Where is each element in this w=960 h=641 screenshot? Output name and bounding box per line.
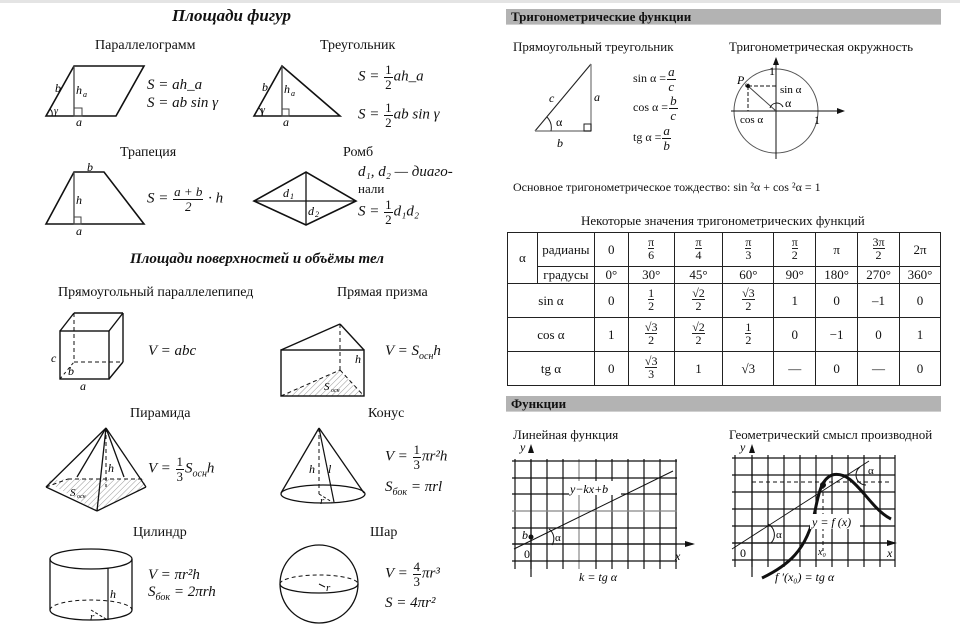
cell-fraction: $\frac{1}{2}$: [648, 286, 655, 313]
formula-sub: осн: [419, 351, 434, 362]
identity-line: [513, 180, 821, 195]
formula-lhs: V =: [148, 460, 171, 477]
value-cell: [674, 284, 723, 318]
value-cell: [594, 284, 628, 318]
radians-cell: [594, 233, 628, 267]
derivative-equation: y = f (x): [812, 515, 852, 529]
function-name: sin α: [508, 284, 595, 318]
value-cell: [674, 352, 723, 386]
y-axis-arrow: [528, 444, 534, 453]
cell-value: √3: [741, 360, 756, 376]
label-alpha-2: α: [868, 465, 874, 477]
table-row: [508, 352, 941, 386]
table-caption: Некоторые значения тригонометрических функций: [581, 213, 865, 228]
cell-value: 0: [916, 292, 924, 308]
functions-section-header: Функции: [506, 396, 941, 412]
formula-s: S: [385, 479, 393, 495]
formula-lhs: V = S: [385, 343, 420, 359]
formula-sub: осн: [192, 468, 207, 480]
label-a: a: [76, 115, 82, 128]
pyramid-figure: [44, 425, 149, 512]
label-b: b: [522, 528, 528, 542]
formula-sub: бок: [392, 487, 408, 498]
cell-fraction: $\frac{√3}{3}$: [644, 354, 658, 381]
value-cell: [674, 318, 723, 352]
value-cell: [858, 352, 900, 386]
rhombus-formula: [358, 198, 419, 226]
trapezoid-formula: [147, 185, 223, 213]
sphere-formula-1: [385, 560, 440, 588]
label-a: a: [594, 90, 600, 104]
formula-lhs: sin α =: [633, 70, 667, 85]
cell-fraction: $\frac{√3}{2}$: [644, 320, 658, 347]
linear-function-chart: [507, 441, 707, 591]
sin-definition: [633, 65, 677, 93]
formula-lhs: S =: [358, 68, 380, 85]
label-a: a: [76, 224, 82, 238]
label-zero: 0: [740, 546, 746, 560]
radians-cell: [858, 233, 900, 267]
value-cell: [594, 318, 628, 352]
degrees-cell: 180°: [816, 267, 858, 284]
derivative-title: Геометрический смысл производной: [729, 427, 933, 442]
value-cell: [628, 352, 674, 386]
label-h: h: [309, 462, 315, 476]
formula-lhs: S =: [358, 203, 380, 220]
cell-value: 1: [791, 292, 798, 308]
label-h: h: [110, 587, 116, 601]
label-p-sub: α: [745, 81, 749, 89]
cell-value: 1: [916, 326, 924, 342]
label-p: P: [737, 73, 745, 87]
label-alpha: α: [555, 532, 561, 544]
trapezoid-title: Трапеция: [120, 145, 177, 160]
identity-formula: sin ²α + cos ²α = 1: [733, 180, 821, 194]
rhombus-figure: [250, 168, 360, 228]
cell-fraction: $\frac{\pi}{2}$: [791, 235, 798, 262]
cell-value: 0: [608, 241, 615, 257]
box-formula: V = abc: [148, 343, 197, 359]
label-l: l: [328, 462, 332, 476]
label-b: b: [55, 81, 61, 95]
prism-title: Прямая призма: [337, 285, 428, 300]
radians-row: [508, 233, 941, 267]
solids-title: Площади поверхностей и объёмы тел: [130, 251, 384, 267]
cylinder-title: Цилиндр: [133, 525, 187, 540]
label-one-y: 1: [769, 64, 775, 78]
label-s: S: [70, 487, 76, 499]
intercept-point: [529, 535, 534, 540]
label-b: b: [68, 364, 74, 378]
radians-cell: [900, 233, 941, 267]
cell-fraction: $\frac{√2}{2}$: [692, 320, 705, 347]
formula-rhs: πr³: [422, 565, 440, 582]
tg-definition: [633, 124, 672, 152]
fraction: $\frac{1}{2}$: [385, 197, 392, 227]
fraction: $\frac{a}{c}$: [668, 64, 675, 94]
value-cell: [900, 318, 941, 352]
value-cell: [723, 284, 774, 318]
label-h-sub: a: [83, 90, 87, 99]
cylinder-formula-2: [148, 583, 216, 605]
prism-figure: [278, 302, 368, 400]
cell-fraction: $\frac{\pi}{6}$: [648, 235, 655, 262]
right-triangle-figure: [532, 60, 602, 150]
box-title: Прямоугольный параллелепипед: [58, 285, 254, 300]
cell-fraction: $\frac{\pi}{3}$: [745, 235, 752, 262]
fraction: $\frac{1}{3}$: [413, 442, 421, 472]
fraction: $\frac{4}{3}$: [413, 559, 421, 589]
fraction: $\frac{1}{3}$: [176, 454, 184, 484]
cylinder-figure: [48, 544, 134, 626]
label-h-sub: a: [291, 89, 295, 98]
value-cell: [816, 352, 858, 386]
formula-rhs: ab sin γ: [393, 106, 440, 123]
cell-value: 0: [791, 326, 798, 342]
label-r: r: [326, 582, 331, 594]
table-row: [508, 318, 941, 352]
label-a: a: [80, 379, 86, 390]
cone-formula-2: [385, 478, 442, 500]
label-s-sub: осн: [331, 388, 340, 394]
value-cell: [900, 352, 941, 386]
value-cell: [816, 284, 858, 318]
cell-fraction: $\frac{1}{2}$: [745, 320, 752, 347]
formula-lhs: S =: [358, 106, 380, 123]
formula-s: S: [148, 584, 156, 600]
label-d2: d: [308, 204, 314, 218]
formula-sub: бок: [155, 592, 171, 603]
table-row: [508, 284, 941, 318]
value-cell: [900, 284, 941, 318]
formula-rhs: = πrl: [410, 479, 443, 495]
label-alpha: α: [556, 115, 563, 129]
y-axis-arrow: [749, 444, 755, 453]
pyramid-formula: [148, 455, 214, 483]
fraction: $\frac{a + b}{2}$: [174, 184, 203, 214]
label-x: x: [675, 549, 681, 563]
fraction: $\frac{a}{b}$: [663, 123, 670, 153]
trig-values-table: [507, 232, 941, 386]
sphere-title: Шар: [370, 525, 398, 540]
right-triangle-title: Прямоугольный треугольник: [513, 39, 674, 54]
cell-value: 0: [608, 360, 615, 376]
label-zero: 0: [524, 547, 530, 561]
top-border: [0, 0, 960, 3]
label-s: S: [324, 381, 330, 393]
cos-definition: [633, 94, 679, 122]
label-h: h: [76, 193, 82, 207]
rhombus-title: Ромб: [343, 145, 374, 160]
formula-rhs: ah_a: [393, 68, 424, 85]
value-cell: [594, 352, 628, 386]
sphere-figure: [278, 544, 362, 626]
linear-function-title: Линейная функция: [513, 427, 619, 442]
formula-rhs: πr²h: [422, 448, 448, 465]
value-cell: [774, 318, 816, 352]
label-a: a: [283, 115, 289, 128]
function-name: tg α: [508, 352, 595, 386]
unit-circle-figure: [725, 55, 845, 159]
cell-value: 0: [833, 360, 840, 376]
x-axis-arrow: [685, 541, 695, 547]
cell-value: −1: [829, 326, 844, 342]
pyramid-title: Пирамида: [130, 406, 191, 421]
cell-value: 0: [833, 292, 840, 308]
alpha-header: α: [508, 233, 538, 284]
cell-fraction: $\frac{√2}{2}$: [692, 286, 705, 313]
formula-lhs: V =: [385, 448, 408, 465]
value-cell: [816, 318, 858, 352]
cone-figure: [278, 425, 368, 510]
radians-cell: [628, 233, 674, 267]
cell-fraction: $\frac{\pi}{4}$: [695, 235, 702, 262]
formula-rhs: · h: [208, 190, 224, 207]
identity-text: Основное тригонометрическое тождество:: [513, 180, 734, 194]
formula-s: S: [185, 460, 193, 477]
rhombus-desc-2: нали: [358, 181, 385, 196]
formula-rhs: d₁d₂: [393, 203, 420, 220]
linear-equation: y−kx+b: [570, 482, 609, 496]
degrees-cell: 90°: [774, 267, 816, 284]
value-cell: [858, 318, 900, 352]
cell-value: 0: [875, 326, 882, 342]
label-h: h: [355, 352, 361, 366]
degrees-cell: 0°: [594, 267, 628, 284]
label-s-sub: осн: [77, 494, 86, 500]
label-x0: x₀: [818, 547, 826, 558]
degrees-label: градусы: [537, 267, 594, 284]
fraction: $\frac{b}{c}$: [670, 93, 677, 123]
formula-rhs: h: [206, 460, 215, 477]
radians-label: радианы: [537, 233, 594, 267]
trig-section-header: Тригонометрические функции: [506, 9, 941, 25]
fraction: $\frac{1}{2}$: [385, 62, 392, 92]
degrees-row: [508, 267, 941, 284]
label-r: r: [90, 611, 95, 623]
value-cell: [774, 352, 816, 386]
cell-value: 1: [608, 326, 615, 342]
label-one-x: 1: [814, 113, 820, 127]
cell-value: —: [872, 360, 886, 376]
triangle-formula-2: [358, 101, 440, 129]
value-cell: [628, 284, 674, 318]
rhombus-desc-1: d₁, d₂ — диаго-: [358, 164, 453, 180]
radians-cell: [674, 233, 723, 267]
value-cell: [723, 352, 774, 386]
label-h: h: [108, 461, 114, 475]
label-r: r: [320, 495, 325, 507]
linear-caption: k = tg α: [579, 570, 618, 584]
label-alpha: α: [785, 96, 792, 110]
cell-value: 1: [695, 360, 702, 376]
degrees-cell: 360°: [900, 267, 941, 284]
label-c: c: [549, 91, 555, 105]
cell-value: 0: [608, 292, 615, 308]
cell-value: 0: [916, 360, 924, 376]
box-figure: [48, 305, 138, 390]
label-x: x: [887, 546, 893, 560]
areas-title: Площади фигур: [172, 6, 291, 25]
cell-value: –1: [872, 292, 886, 308]
label-b: b: [262, 80, 268, 94]
degrees-cell: 45°: [674, 267, 723, 284]
label-cos: cos α: [740, 114, 764, 126]
formula-rhs: h: [433, 343, 441, 359]
label-sin: sin α: [780, 84, 802, 96]
label-b: b: [87, 162, 93, 174]
label-gamma: γ: [261, 105, 265, 116]
parallelogram-formula-1: S = ah_a: [147, 77, 203, 93]
formula-lhs: S =: [147, 190, 169, 207]
label-d2-sub: 2: [315, 210, 319, 219]
label-alpha-1: α: [776, 529, 782, 541]
value-cell: [858, 284, 900, 318]
triangle-title: Треугольник: [320, 38, 396, 53]
derivative-chart: [727, 441, 907, 591]
radians-cell: [723, 233, 774, 267]
cone-title: Конус: [368, 406, 405, 421]
trapezoid-figure: [40, 162, 150, 238]
parallelogram-title: Параллелограмм: [95, 38, 196, 53]
fraction: $\frac{1}{2}$: [385, 100, 392, 130]
cell-fraction: $\frac{3\pi}{2}$: [872, 235, 885, 262]
label-y: y: [740, 441, 746, 454]
label-h: h: [284, 82, 290, 96]
degrees-cell: 270°: [858, 267, 900, 284]
prism-formula: [385, 342, 441, 364]
degrees-cell: 30°: [628, 267, 674, 284]
grid: [512, 459, 677, 569]
label-h: h: [76, 83, 82, 97]
degrees-cell: 60°: [723, 267, 774, 284]
label-d1-sub: 1: [290, 192, 294, 201]
value-cell: [774, 284, 816, 318]
formula-lhs: V =: [385, 565, 408, 582]
derivative-caption: f ′(x₀) = tg α: [775, 570, 835, 584]
cylinder-formula-1: V = πr²h: [148, 567, 200, 583]
formula-lhs: cos α =: [633, 99, 669, 114]
unit-circle-title: Тригонометрическая окружность: [729, 39, 914, 54]
value-cell: [628, 318, 674, 352]
parallelogram-figure: [40, 60, 150, 128]
cell-value: —: [788, 360, 802, 376]
cone-formula-1: [385, 443, 447, 471]
label-b: b: [557, 136, 563, 150]
cell-value: 2π: [913, 241, 927, 257]
value-cell: [723, 318, 774, 352]
cell-value: π: [833, 241, 840, 257]
formula-rhs: = 2πrh: [173, 584, 216, 600]
triangle-formula-1: [358, 63, 424, 91]
radians-cell: [774, 233, 816, 267]
radians-cell: [816, 233, 858, 267]
function-name: cos α: [508, 318, 595, 352]
label-gamma: γ: [54, 106, 58, 117]
cell-fraction: $\frac{√3}{2}$: [742, 286, 755, 313]
label-c: c: [51, 351, 57, 365]
formula-lhs: tg α =: [633, 129, 662, 144]
triangle-figure: [250, 60, 350, 128]
label-y: y: [520, 441, 526, 454]
label-d1: d: [283, 186, 289, 200]
sphere-formula-2: S = 4πr²: [385, 595, 436, 611]
parallelogram-formula-2: S = ab sin γ: [147, 95, 219, 111]
